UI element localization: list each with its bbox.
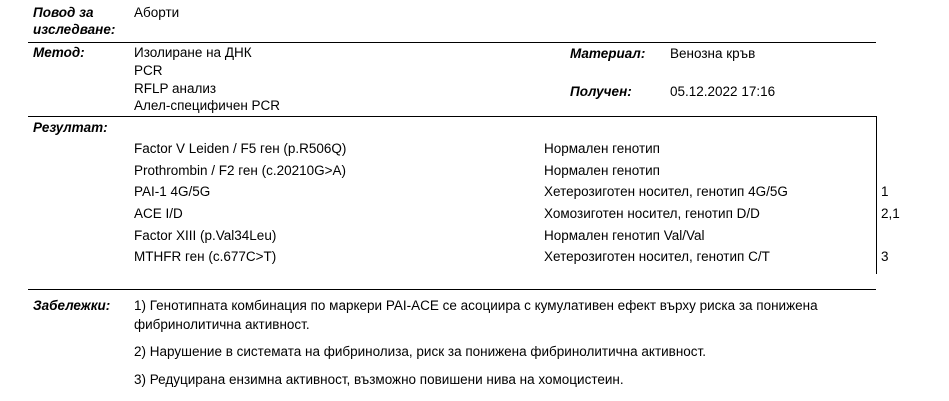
material-value: Венозна кръв: [670, 46, 756, 61]
method-line-2: PCR: [134, 63, 163, 78]
result-value-3: Хетерозиготен носител, генотип 4G/5G: [544, 184, 788, 199]
result-note-3: 1: [881, 184, 889, 199]
reason-label-line1: Повод за: [33, 5, 94, 20]
received-label: Получен:: [570, 84, 632, 99]
result-note-6: 3: [881, 249, 889, 264]
note-1-line1: 1) Генотипната комбинация по маркери PAI-ACE се асоциира с кумулативен ефект върху риска за понижена: [134, 298, 818, 313]
result-label: Резултат:: [33, 120, 108, 135]
note-1-line2: фибринолитична активност.: [134, 317, 310, 332]
method-line-4: Алел-специфичен PCR: [134, 98, 281, 113]
note-3: 3) Редуцирана ензимна активност, възможно повишени нива на хомоцистеин.: [134, 372, 624, 387]
divider-method: [28, 116, 876, 117]
result-notes-separator: [876, 116, 877, 274]
result-test-6: MTHFR ген (c.677C>T): [134, 249, 277, 264]
reason-value: Аборти: [134, 5, 180, 20]
result-value-2: Нормален генотип: [544, 163, 660, 178]
result-value-1: Нормален генотип: [544, 141, 660, 156]
method-line-3: RFLP анализ: [134, 81, 217, 96]
material-label: Материал:: [570, 46, 646, 61]
divider-result: [28, 289, 876, 290]
divider-top: [28, 42, 876, 43]
result-value-6: Хетерозиготен носител, генотип C/T: [544, 249, 770, 264]
method-label: Метод:: [33, 45, 85, 60]
result-value-5: Нормален генотип Val/Val: [544, 228, 705, 243]
method-line-1: Изолиране на ДНК: [134, 45, 252, 60]
result-value-4: Хомозиготен носител, генотип D/D: [544, 206, 760, 221]
result-test-1: Factor V Leiden / F5 ген (p.R506Q): [134, 141, 347, 156]
reason-label-line2: изследване:: [33, 22, 116, 37]
result-test-5: Factor XIII (p.Val34Leu): [134, 228, 277, 243]
note-2: 2) Нарушение в системата на фибринолиза, риск за понижена фибринолитична активност.: [134, 344, 706, 359]
notes-label: Забележки:: [33, 298, 111, 313]
result-test-3: PAI-1 4G/5G: [134, 184, 211, 199]
result-test-4: ACE I/D: [134, 206, 183, 221]
result-note-4: 2,1: [881, 206, 900, 221]
received-value: 05.12.2022 17:16: [670, 84, 776, 99]
result-test-2: Prothrombin / F2 ген (c.20210G>A): [134, 163, 347, 178]
